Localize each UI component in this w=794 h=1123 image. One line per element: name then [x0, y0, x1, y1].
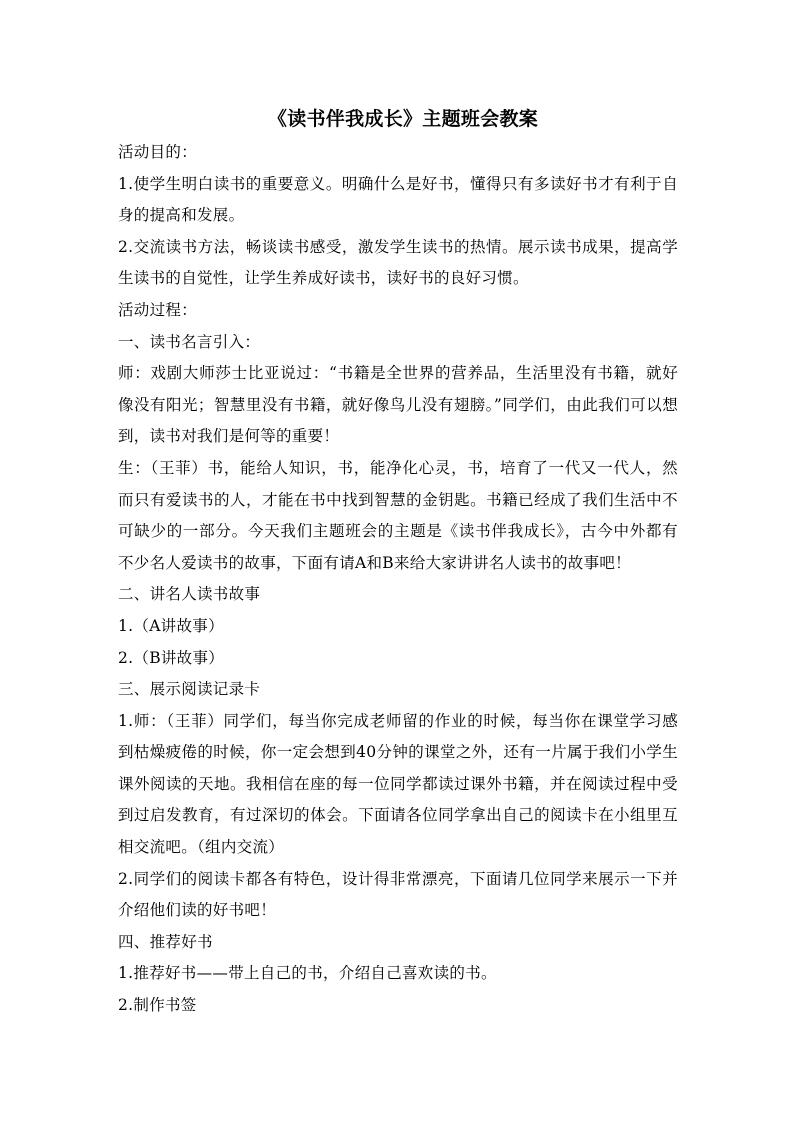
- recommend-item-1: 1.推荐好书——带上自己的书，介绍自己喜欢读的书。: [118, 964, 497, 983]
- section-heading-objectives: 活动目的：: [118, 143, 198, 161]
- document-body: [118, 103, 678, 1022]
- section-heading-process: 活动过程：: [118, 300, 198, 319]
- story-item-b: 2.（B讲故事）: [118, 648, 225, 667]
- teacher-quote-paragraph: 师：戏剧大师莎士比亚说过：“书籍是全世界的营养品，生活里没有书籍，就好像没有阳光；智慧里没有书籍，就好像鸟儿没有翅膀。”同学们，由此我们可以想到，读书对我们是何等的重要！: [118, 364, 678, 446]
- step-heading-2: 二、讲名人读书故事: [118, 585, 261, 604]
- step-heading-3: 三、展示阅读记录卡: [118, 680, 261, 699]
- story-item-a: 1.（A讲故事）: [118, 616, 224, 635]
- reading-card-paragraph-1: 1.师：（王菲）同学们，每当你完成老师留的作业的时候，每当你在课堂学习感到枯燥疲倦的时候，你一定会想到40分钟的课堂之外，还有一片属于我们小学生课外阅读的天地。我相信在座的每一位同学都读过课外书籍，并在阅读过程中受到过启发教育，有过深切的体会。下面请各位同学拿出自己的阅读卡在小组里互相交流吧。（组内交流）: [118, 711, 678, 857]
- reading-card-paragraph-2: 2.同学们的阅读卡都各有特色，设计得非常漂亮，下面请几位同学来展示一下并介绍他们读的好书吧！: [118, 869, 678, 920]
- recommend-item-2: 2.制作书签: [118, 996, 197, 1015]
- document-title: 《读书伴我成长》主题班会教案: [267, 108, 539, 130]
- objective-2: 2.交流读书方法，畅谈读书感受，激发学生读书的热情。展示读书成果，提高学生读书的自觉性，让学生养成好读书，读好书的良好习惯。: [118, 237, 678, 288]
- step-heading-1: 一、读书名言引入：: [118, 332, 261, 351]
- step-heading-4: 四、推荐好书: [118, 932, 213, 951]
- objective-1: 1.使学生明白读书的重要意义。明确什么是好书，懂得只有多读好书才有利于自身的提高和发展。: [118, 174, 678, 225]
- student-paragraph: 生：（王菲）书，能给人知识，书，能净化心灵，书，培育了一代又一代人，然而只有爱读书的人，才能在书中找到智慧的金钥匙。书籍已经成了我们生活中不可缺少的一部分。今天我们主题班会的主题是《读书伴我成长》，古今中外都有不少名人爱读书的故事，下面有请A和B来给大家讲讲名人读书的故事吧！: [118, 458, 678, 572]
